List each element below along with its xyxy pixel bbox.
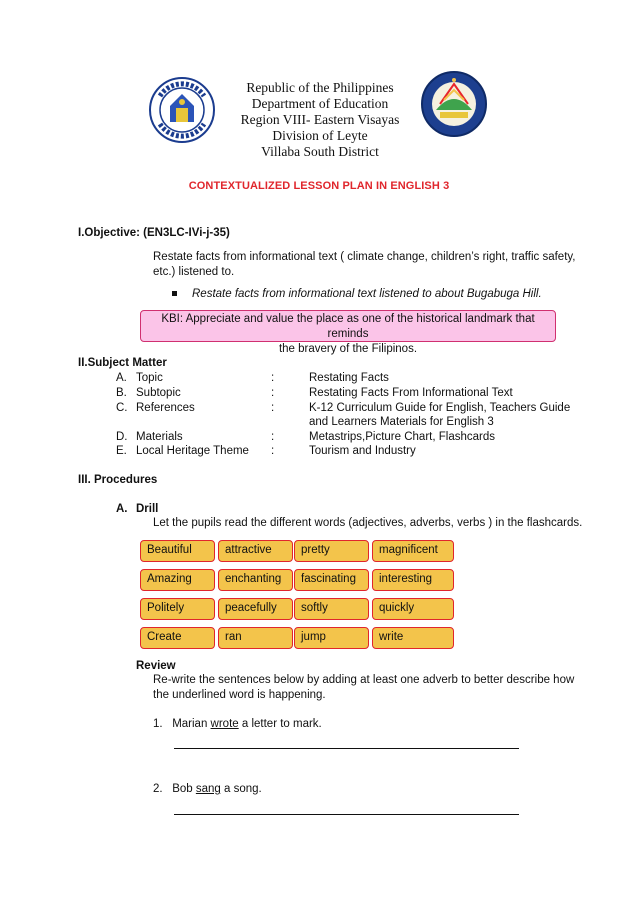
row-value: Metastrips,Picture Chart, Flashcards [309,431,495,443]
flashcard: magnificent [372,540,454,562]
answer-line[interactable] [174,814,519,815]
row-separator: : [271,402,275,414]
row-label: Materials [136,431,183,443]
row-value: Restating Facts From Informational Text [309,387,513,399]
row-letter: B. [116,387,127,399]
flashcard: interesting [372,569,454,591]
objective-text: etc.) listened to. [153,266,235,278]
flashcard: Create [140,627,215,649]
review-text: the underlined word is happening. [153,689,326,701]
review-item [153,717,322,732]
header-line: Department of Education [251,96,389,111]
row-letter: A. [116,372,127,384]
header-line: Division of Leyte [272,128,368,143]
flashcard: quickly [372,598,454,620]
row-letter: E. [116,445,127,457]
lesson-plan-title: CONTEXTUALIZED LESSON PLAN IN ENGLISH 3 [188,180,450,192]
item-number: 2. [153,783,163,795]
objective-text: Restate facts from informational text ( climate change, children’s right, traffic safety, [153,251,576,263]
row-letter: C. [116,402,128,414]
row-letter: D. [116,431,128,443]
flashcard: softly [294,598,369,620]
item-text: a letter to mark. [238,718,322,730]
flashcard: enchanting [218,569,293,591]
objective-bullet: Restate facts from informational text listened to about Bugabuga Hill. [192,288,542,300]
review-item [153,782,262,797]
flashcard: Beautiful [140,540,215,562]
row-label: Topic [136,372,163,384]
flashcard: jump [294,627,369,649]
row-value: Tourism and Industry [309,445,416,457]
kbi-box [140,310,556,355]
row-label: References [136,402,195,414]
header-line: Villaba South District [261,144,379,159]
drill-letter: A. [116,503,128,515]
row-label: Local Heritage Theme [136,445,249,457]
flashcard: Politely [140,598,215,620]
flashcard: attractive [218,540,293,562]
procedures-heading: III. Procedures [78,474,158,486]
header-line: Republic of the Philippines [246,80,394,95]
row-value: and Learners Materials for English 3 [309,416,494,428]
item-text: Bob [172,783,196,795]
flashcard: peacefully [218,598,293,620]
row-separator: : [271,387,275,399]
flashcard: write [372,627,454,649]
bullet-square-icon [172,291,177,296]
district-seal-logo [420,70,488,138]
item-number: 1. [153,718,163,730]
kbi-text: KBI: Appreciate and value the place as one of the historical landmark that reminds [161,313,535,340]
item-text: a song. [220,783,262,795]
kbi-text: the bravery of the Filipinos. [278,343,418,355]
header-line: Region VIII- Eastern Visayas [240,112,400,127]
row-separator: : [271,445,275,457]
flashcard: Amazing [140,569,215,591]
review-text: Re-write the sentences below by adding at least one adverb to better describe how [153,674,575,686]
objective-heading: I.Objective: (EN3LC-IVi-j-35) [78,227,230,239]
drill-label: Drill [136,503,159,515]
row-label: Subtopic [136,387,181,399]
item-text: Marian [172,718,211,730]
school-header [200,80,440,160]
underlined-word: sang [195,783,221,795]
row-separator: : [271,372,275,384]
review-label: Review [136,660,176,672]
flashcard: fascinating [294,569,369,591]
drill-text: Let the pupils read the different words (adjectives, adverbs, verbs ) in the flashcards. [153,517,583,529]
flashcard: pretty [294,540,369,562]
row-value: K-12 Curriculum Guide for English, Teachers Guide [309,402,571,414]
row-value: Restating Facts [309,372,389,384]
row-separator: : [271,431,275,443]
subject-matter-heading: II.Subject Matter [78,357,167,369]
underlined-word: wrote [210,718,239,730]
answer-line[interactable] [174,748,519,749]
flashcard: ran [218,627,293,649]
